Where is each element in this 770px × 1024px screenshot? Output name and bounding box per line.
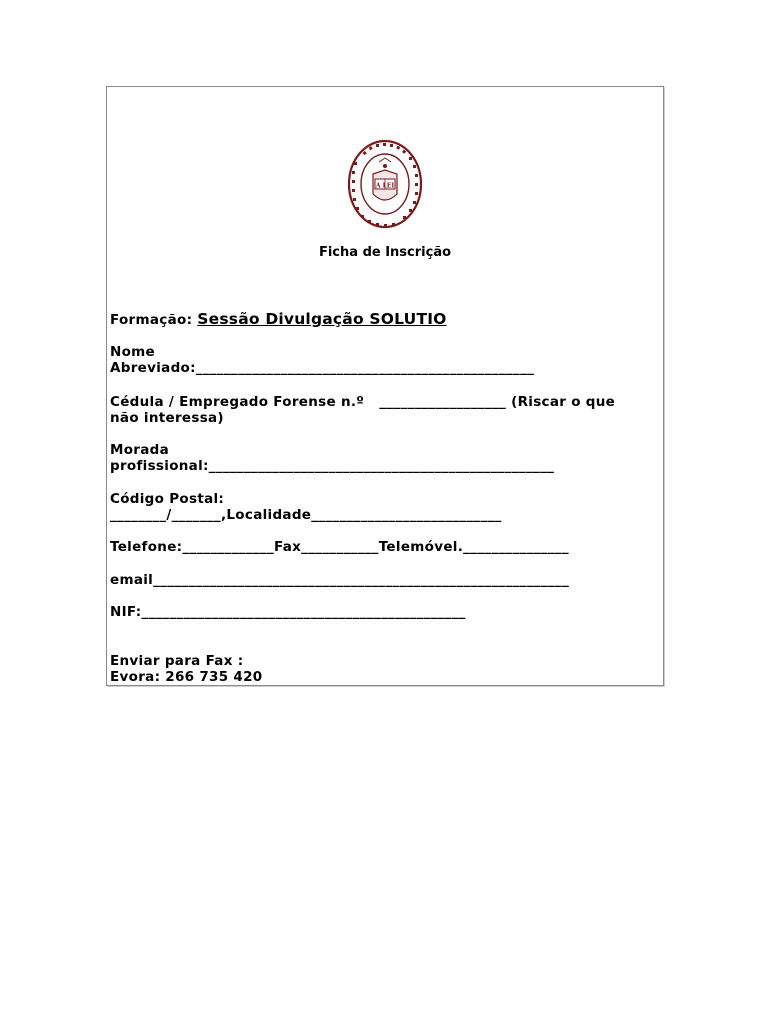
cedula-field[interactable]: Cédula / Empregado Forense n.º __________________ (Riscar o que [110,394,616,410]
codigo-postal-localidade-field[interactable]: ________/_______,Localidade___________________________ [110,507,502,523]
morada-label: Morada [110,442,170,458]
nome-abreviado-field[interactable]: Abreviado:________________________________________________ [110,360,535,376]
email-field[interactable]: email___________________________________________________________ [110,572,570,588]
telefone-fax-telemovel-field[interactable]: Telefone:_____________Fax___________Telemóvel._______________ [110,539,569,555]
registration-form [106,86,664,686]
nif-field[interactable]: NIF:______________________________________________ [110,604,466,620]
seal-center-text: A LEI [375,182,395,190]
codigo-postal-label: Código Postal: [110,491,225,507]
form-title: Ficha de Inscrição [318,245,452,260]
formacao-row [110,311,447,328]
cedula-note: não interessa) [110,410,224,426]
nome-label: Nome [110,344,155,360]
morada-profissional-field[interactable]: profissional:_________________________________________________ [110,458,555,474]
formacao-value: Sessão Divulgação SOLUTIO [197,310,447,328]
enviar-fax-label: Enviar para Fax : [110,653,244,669]
formacao-label: Formação: [110,312,193,328]
bar-association-seal-icon [346,138,424,230]
fax-number: Evora: 266 735 420 [110,669,263,685]
